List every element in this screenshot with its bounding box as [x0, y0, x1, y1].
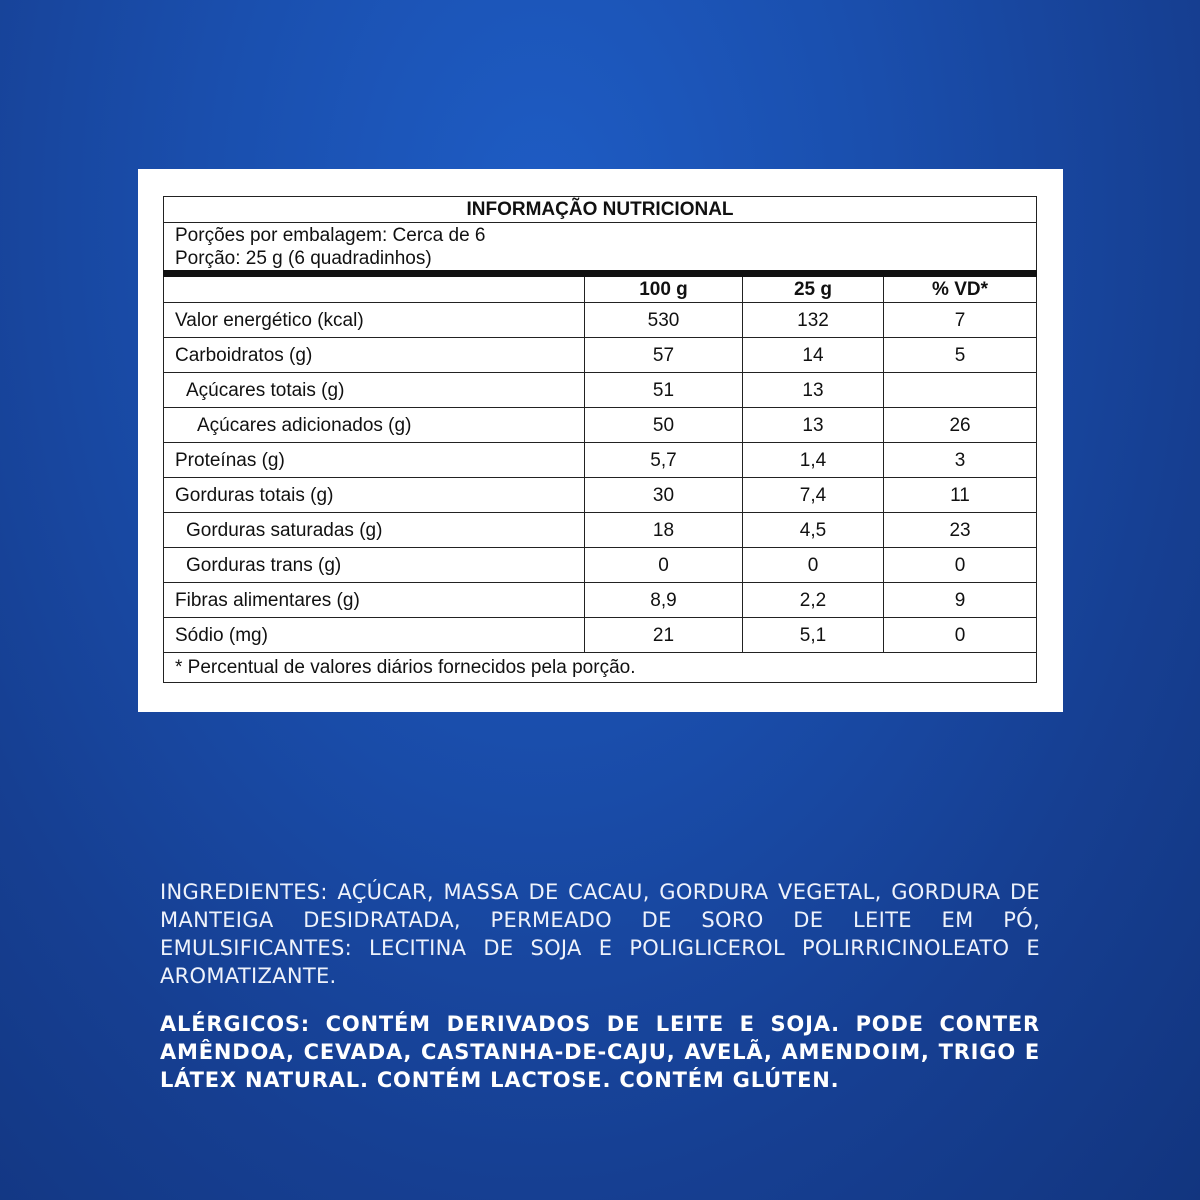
value-vd: 3 — [884, 443, 1037, 478]
nutrient-label: Valor energético (kcal) — [164, 303, 585, 338]
table-row — [164, 548, 1037, 583]
nutrient-label: Gorduras totais (g) — [164, 478, 585, 513]
value-per-25g: 4,5 — [743, 513, 884, 548]
header-empty — [164, 274, 585, 303]
value-vd: 11 — [884, 478, 1037, 513]
value-vd: 9 — [884, 583, 1037, 618]
value-per-100g: 18 — [585, 513, 743, 548]
value-per-100g: 51 — [585, 373, 743, 408]
value-vd: 0 — [884, 548, 1037, 583]
nutrient-label: Sódio (mg) — [164, 618, 585, 653]
table-footnote: * Percentual de valores diários fornecidos pela porção. — [164, 653, 1037, 683]
value-per-100g: 30 — [585, 478, 743, 513]
nutrition-card — [138, 169, 1063, 712]
value-per-25g: 5,1 — [743, 618, 884, 653]
nutrient-label: Gorduras trans (g) — [164, 548, 585, 583]
nutrient-label: Fibras alimentares (g) — [164, 583, 585, 618]
value-vd: 5 — [884, 338, 1037, 373]
value-per-25g: 7,4 — [743, 478, 884, 513]
table-row — [164, 338, 1037, 373]
value-vd: 23 — [884, 513, 1037, 548]
value-per-25g: 14 — [743, 338, 884, 373]
table-row — [164, 408, 1037, 443]
value-per-100g: 57 — [585, 338, 743, 373]
nutrition-table — [163, 196, 1037, 683]
value-per-25g: 13 — [743, 373, 884, 408]
table-row — [164, 443, 1037, 478]
value-per-25g: 2,2 — [743, 583, 884, 618]
value-per-100g: 8,9 — [585, 583, 743, 618]
value-per-100g: 530 — [585, 303, 743, 338]
value-vd: 7 — [884, 303, 1037, 338]
table-row — [164, 513, 1037, 548]
value-per-100g: 0 — [585, 548, 743, 583]
value-per-100g: 21 — [585, 618, 743, 653]
table-row — [164, 303, 1037, 338]
value-vd — [884, 373, 1037, 408]
serving-info — [164, 223, 1037, 274]
header-per-25g: 25 g — [743, 274, 884, 303]
ingredients-text: INGREDIENTES: AÇÚCAR, MASSA DE CACAU, GORDURA VEGETAL, GORDURA DE MANTEIGA DESIDRATADA, PERMEADO DE SORO DE LEITE EM PÓ, EMULSIFICANTES: LECITINA DE SOJA E POLIGLICEROL POLIRRICINOLEATO E AROMATIZANTE. — [160, 880, 1040, 988]
table-row — [164, 583, 1037, 618]
serving-size: Porção: 25 g (6 quadradinhos) — [175, 247, 432, 269]
nutrient-label: Carboidratos (g) — [164, 338, 585, 373]
value-per-25g: 1,4 — [743, 443, 884, 478]
table-row — [164, 618, 1037, 653]
value-per-25g: 132 — [743, 303, 884, 338]
nutrient-label: Gorduras saturadas (g) — [164, 513, 585, 548]
header-per-100g: 100 g — [585, 274, 743, 303]
table-row — [164, 478, 1037, 513]
table-title: INFORMAÇÃO NUTRICIONAL — [164, 197, 1037, 223]
table-header-row — [164, 274, 1037, 303]
servings-per-package: Porções por embalagem: Cerca de 6 — [175, 224, 486, 246]
header-vd: % VD* — [884, 274, 1037, 303]
value-vd: 26 — [884, 408, 1037, 443]
nutrient-label: Proteínas (g) — [164, 443, 585, 478]
value-per-25g: 13 — [743, 408, 884, 443]
table-row — [164, 373, 1037, 408]
value-vd: 0 — [884, 618, 1037, 653]
value-per-100g: 5,7 — [585, 443, 743, 478]
allergens-text: ALÉRGICOS: CONTÉM DERIVADOS DE LEITE E SOJA. PODE CONTER AMÊNDOA, CEVADA, CASTANHA-DE-CAJU, AVELÃ, AMENDOIM, TRIGO E LÁTEX NATURAL. CONTÉM LACTOSE. CONTÉM GLÚTEN. — [160, 1012, 1040, 1092]
nutrient-label: Açúcares adicionados (g) — [164, 408, 585, 443]
value-per-25g: 0 — [743, 548, 884, 583]
nutrient-label: Açúcares totais (g) — [164, 373, 585, 408]
value-per-100g: 50 — [585, 408, 743, 443]
